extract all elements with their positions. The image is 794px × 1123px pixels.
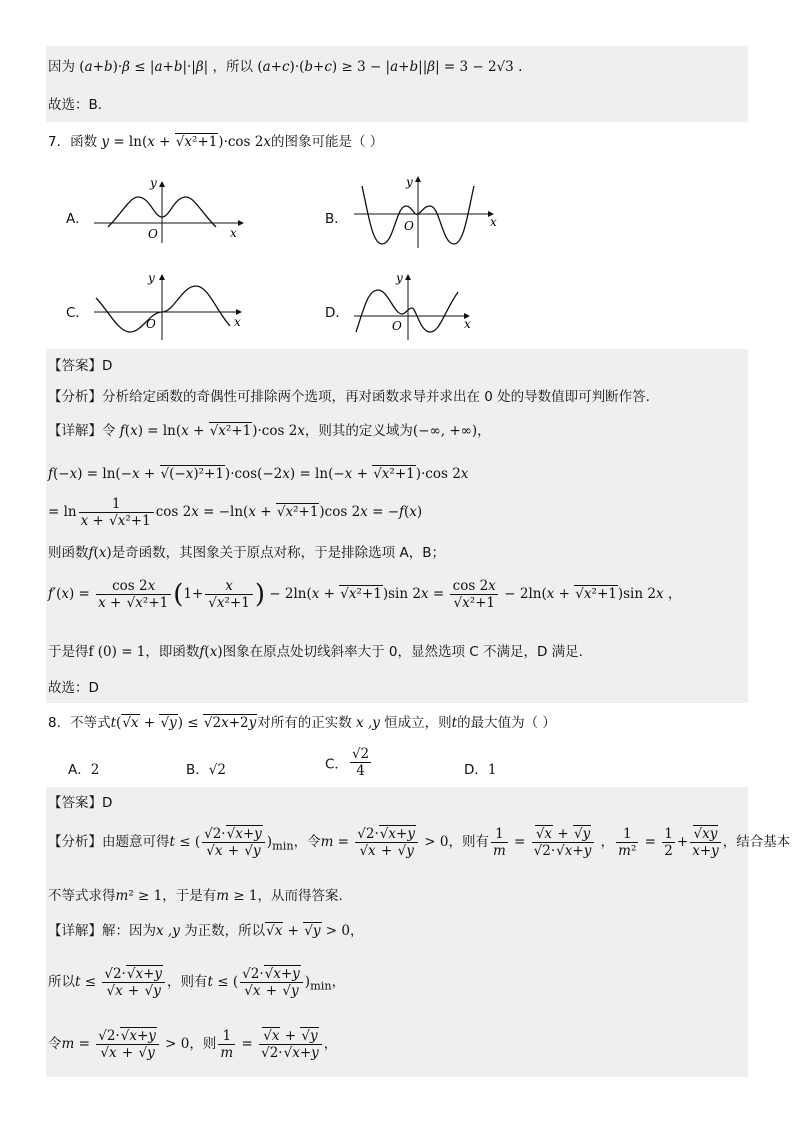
svg-text:x: x xyxy=(234,315,241,329)
q8-detail-3: 令m = $\frac{√2\cdot√x+y}{√x + √y}$ > 0，则 $\frac{1}{m}$ = $\frac{√x + √y}{√2\cdot√x+y}$ ， xyxy=(48,1028,338,1061)
svg-text:y: y xyxy=(148,271,155,285)
svg-text:O: O xyxy=(404,219,414,233)
q8-answer: 【答案】D xyxy=(48,795,113,811)
svg-text:O: O xyxy=(148,227,158,241)
q7-option-a-label: A． xyxy=(66,211,89,227)
svg-text:y: y xyxy=(406,175,413,189)
top-answer: 故选：B. xyxy=(48,97,103,113)
top-expression: (a+b)·β ≤ |a+b|·|β| xyxy=(79,59,209,75)
svg-text:x: x xyxy=(490,215,497,229)
q7-detail-1: 【详解】令 f(x) = ln(x + √x²+1)·cos 2x，则其的定义域为(−∞, +∞)， xyxy=(48,423,491,439)
q7-option-c-label: C． xyxy=(66,305,89,321)
q8-option-c: C． $\frac{√2}{4}$ xyxy=(325,746,370,779)
q8-option-d: D．1 xyxy=(464,762,497,778)
q7-answer: 【答案】D xyxy=(48,358,113,374)
q7-stem: 7．函数 y = ln(x + √x²+1)·cos 2x的图象可能是（ ） xyxy=(48,134,384,150)
svg-text:y: y xyxy=(150,176,157,190)
q8-stem: 8．不等式t(√x + √y) ≤ √2x+2y对所有的正实数 x ,y 恒成立，则t的最大值为（ ） xyxy=(48,715,556,731)
q7-derivation-2: = ln $\frac{1}{\text{x + √x²+1}}$ cos 2x = −ln(x + √x²+1)cos 2x = −f(x) xyxy=(48,496,423,529)
q7-graph-b xyxy=(350,172,500,250)
top-line-1: 因为 (a+b)·β ≤ |a+b|·|β| ，所以 (a+c)·(b+c) ≥ 3 − |a+b||β| = 3 − 2√3 . xyxy=(48,59,523,75)
svg-text:y: y xyxy=(396,271,403,285)
svg-text:x: x xyxy=(230,226,237,240)
q8-option-b: B．√2 xyxy=(186,762,226,778)
q7-analysis: 【分析】分析给定函数的奇偶性可排除两个选项，再对函数求导并求出在 0 处的导数值即可判断作答. xyxy=(48,389,650,405)
q7-slope: 于是得f (0) = 1，即函数f(x)图象在原点处切线斜率大于 0，显然选项 C 不满足，D 满足. xyxy=(48,644,583,660)
q7-derivative: f′(x) = $\frac{\cos 2x}{\text{x + √x²+1}}$ (1+ $\frac{x}{\text{√x²+1}}$ ) − 2ln(x + √x²+1)sin 2x = $\frac{\cos 2x}{\text{√x²+1}}$ − 2ln(x + √x²+1)sin 2x ， xyxy=(48,578,682,611)
q7-graph-c xyxy=(90,270,250,342)
q7-option-d-label: D． xyxy=(325,305,349,321)
q7-derivation-1: f(−x) = ln(−x + √(−x)²+1)·cos(−2x) = ln(−x + √x²+1)·cos 2x xyxy=(48,466,469,482)
svg-text:x: x xyxy=(464,317,471,331)
svg-text:O: O xyxy=(392,319,402,333)
q8-analysis-1: 【分析】由题意可得t ≤ ( $\frac{√2\cdot√x+y}{√x + √y}$ )$_{min}$，令m = $\frac{√2\cdot√x+y}{√x + √y}$ > 0，则有 $\frac{1}{m}$ = $\frac{√x + √y}{√2\cdot√x+y}$ ， $\frac{1}{\text{m²}}$ = $\frac{1}{2}$ + $\frac{√xy}{x+y}$ ，结合基本 xyxy=(48,826,791,859)
q8-detail-1: 【详解】解：因为x ,y 为正数，所以√x + √y > 0， xyxy=(48,923,364,939)
q8-option-a: A．2 xyxy=(68,762,100,778)
q8-detail-2: 所以t ≤ $\frac{√2\cdot√x+y}{√x + √y}$ ，则有t ≤ ( $\frac{√2\cdot√x+y}{√x + √y}$ )$_{min}$， xyxy=(48,966,346,999)
svg-text:O: O xyxy=(146,317,156,331)
q7-graph-a xyxy=(90,175,250,245)
q7-option-b-label: B． xyxy=(325,211,348,227)
q7-odd: 则函数f(x)是奇函数，其图象关于原点对称，于是排除选项 A，B； xyxy=(48,545,445,561)
q7-graph-d xyxy=(350,268,480,342)
q7-final: 故选：D xyxy=(48,680,99,696)
q8-analysis-2: 不等式求得m² ≥ 1，于是有m ≥ 1，从而得答案. xyxy=(48,888,343,904)
